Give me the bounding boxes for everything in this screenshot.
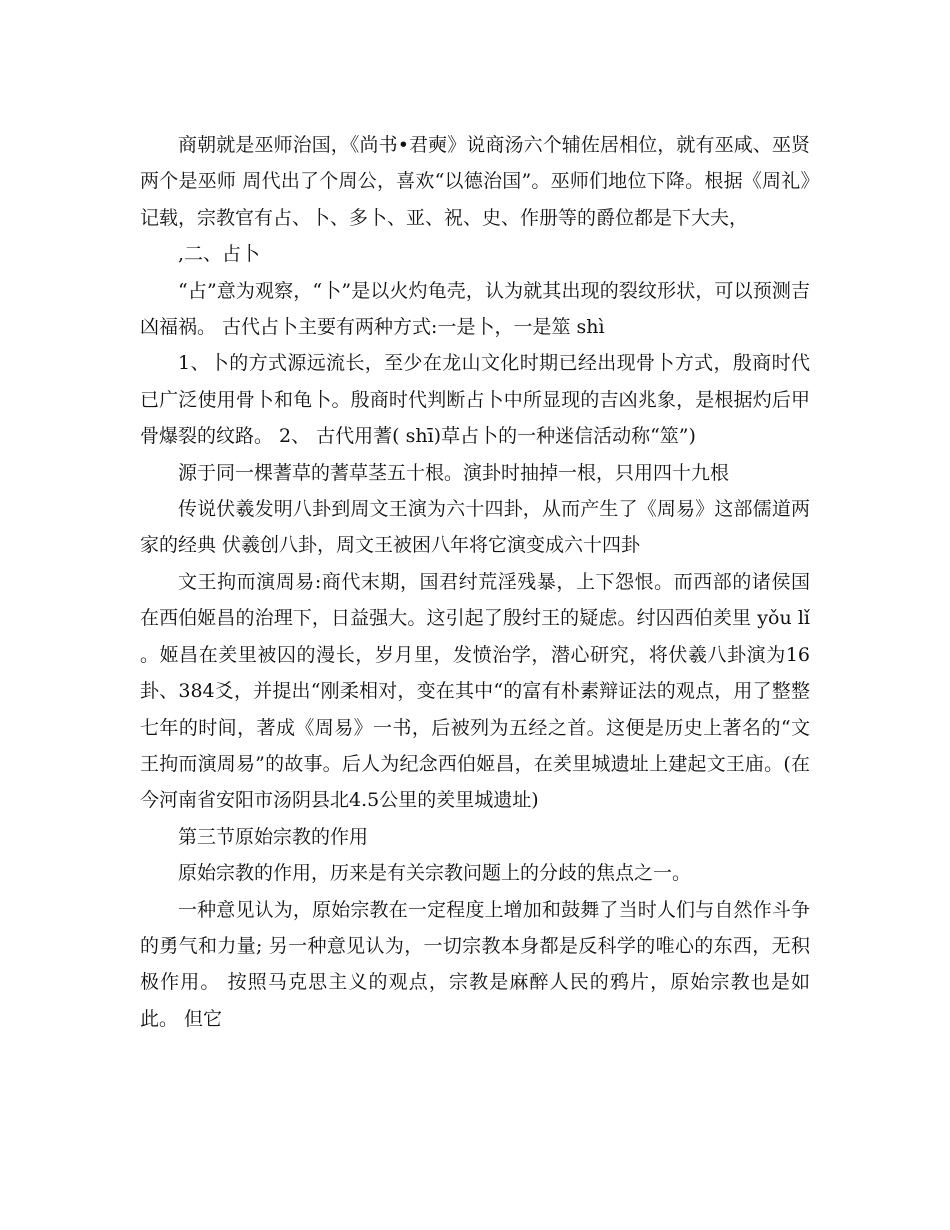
paragraph-shang-dynasty-shamans: 商朝就是巫师治国，《尚书•君奭》说商汤六个辅佐居相位，就有巫咸、巫贤两个是巫师 周代出了个周公，喜欢“以德治国”。巫师们地位下降。根据《周礼》记载，宗教官有占、卜、多卜、亚、祝、史、作册等的爵位都是下大夫， (140, 134, 810, 229)
paragraph-king-wen-zhouyi: 文王拘而演周易:商代末期，国君纣荒淫残暴，上下怨恨。而西部的诸侯国在西伯姬昌的治理下，日益强大。这引起了殷纣王的疑虑。纣囚西伯羑里 yǒu lǐ 。姬昌在羑里被囚的漫长，岁月里，发愤治学，潜心研究，将伏羲八卦演为16卦、384爻，并提出“刚柔相对，变在其中“的富有朴素辩证法的观点，用了整整七年的时间，著成《周易》一书，后被列为五经之首。这便是历史上著名的“文王拘而演周易”的故事。后人为纪念西伯姬昌，在羑里城遗址上建起文王庙。(在今河南省安阳市汤阴县北4.5公里的羑里城遗址) (140, 570, 810, 812)
paragraph-zhan-bu-meaning: “占”意为观察，“卜”是以火灼龟壳，认为就其出现的裂纹形状，可以预测吉凶福祸。 古代占卜主要有两种方式:一是卜，一是筮 shì (140, 279, 810, 339)
paragraph-bone-divination: 1、卜的方式源远流长，至少在龙山文化时期已经出现骨卜方式，殷商时代已广泛使用骨卜和龟卜。殷商时代判断占卜中所显现的吉凶兆象，是根据灼后甲骨爆裂的纹路。 2、 古代用蓍( shī)草占卜的一种迷信活动称“筮”) (140, 352, 810, 448)
section-heading-third-section: 第三节原始宗教的作用 (178, 825, 369, 848)
paragraph-role-of-primitive-religion: 原始宗教的作用，历来是有关宗教问题上的分歧的焦点之一。 (178, 862, 692, 885)
paragraph-yarrow-stalks: 源于同一棵蓍草的蓍草茎五十根。演卦时抽掉一根，只用四十九根 (178, 461, 730, 484)
section-heading-divination: ,二、占卜 (178, 243, 261, 266)
document-body (140, 127, 810, 1037)
paragraph-fuxi-bagua: 传说伏羲发明八卦到周文王演为六十四卦，从而产生了《周易》这部儒道两家的经典 伏羲创八卦，周文王被困八年将它演变成六十四卦 (140, 498, 810, 557)
paragraph-opinions: 一种意见认为，原始宗教在一定程度上增加和鼓舞了当时人们与自然作斗争的勇气和力量; 另一种意见认为，一切宗教本身都是反科学的唯心的东西，无积极作用。 按照马克思主义的观点，宗教是麻醉人民的鸦片，原始宗教也是如此。 但它 (140, 898, 810, 1030)
